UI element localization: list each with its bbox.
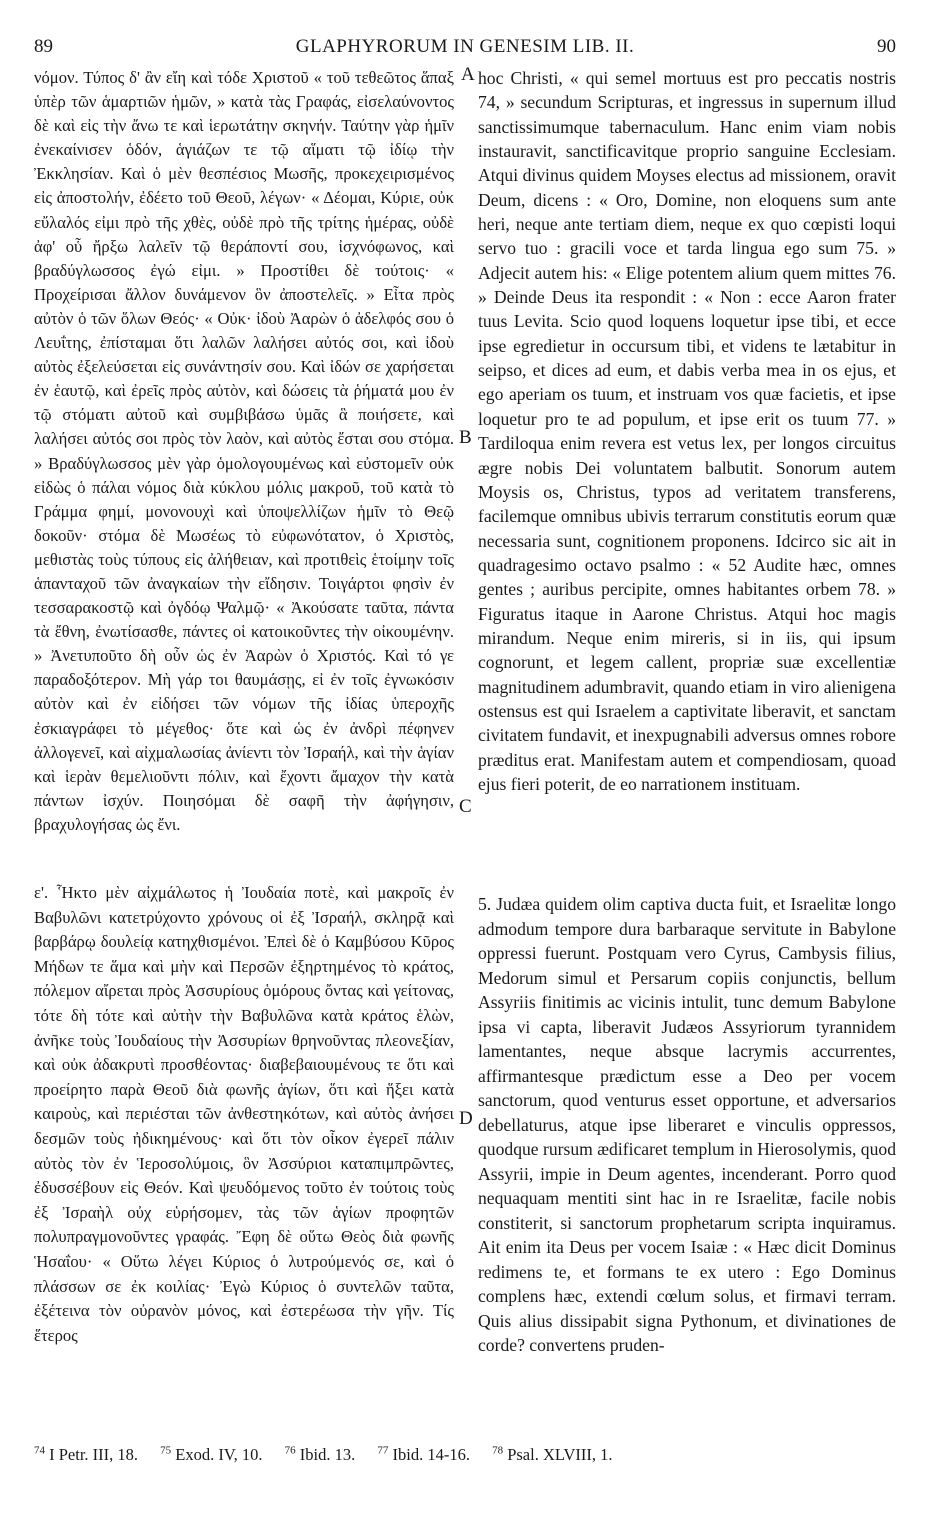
footnote-number: 75	[160, 1444, 172, 1456]
footnote-text: Ibid. 14-16.	[392, 1444, 470, 1464]
margin-marker-a: A	[461, 64, 475, 85]
page-header	[34, 36, 896, 66]
footnote	[377, 1445, 470, 1464]
footnote	[492, 1445, 612, 1464]
footnote-number: 78	[492, 1444, 504, 1456]
running-title: GLAPHYRORUM IN GENESIM LIB. II.	[295, 36, 635, 57]
latin-paragraph-2: 5. Judæa quidem olim captiva ducta fuit, et Israelitæ longo admodum tempore dura barbaraque servitute in Babylone oppressi fuerunt. Postquam vero Cyrus, Cambysis filius, Medorum simul et Persarum copiis conjunctis, bellum Assyriis finitimis ac vicinis intulit, tunc demum Babylone ipsa vi capta, liberavit Judæos Assyriorum tyrannidem lamentantes, neque absque lacrymis accurrentes, affirmantesque prædictum esse a Deo per vocem sanctorum, quod venturus esset opportune, et adversarios debellaturus, atque ipse liberaret e vinculis oppressos, quodque rursum ædificaret templum in Hierosolymis, quod Assyrii, impie in Deum agentes, incenderant. Porro quod nequaquam mentiti sint hac in re Israelitæ, facile nobis constiterit, si sanctorum prophetarum scripta inquiramus. Ait enim ita Deus per vocem Isaiæ : « Hæc dicit Dominus redimens te, et formans te ex utero : Ego Dominus complens hæc, extendi cœlum solus, et firmavi terram. Quis alius dissipabit signa Pythonum, et divinationes de corde? convertens pruden-	[478, 894, 896, 1355]
margin-marker-d: D	[459, 1108, 473, 1129]
footnote	[285, 1445, 356, 1464]
footnote-text: Exod. IV, 10.	[175, 1444, 263, 1464]
page-number-right: 90	[877, 36, 896, 57]
greek-column	[34, 66, 454, 1406]
footnote-text: I Petr. III, 18.	[49, 1444, 139, 1464]
margin-marker-b: B	[459, 427, 472, 448]
page-number-left: 89	[34, 36, 53, 57]
footnote	[34, 1445, 138, 1464]
footnotes	[34, 1444, 896, 1470]
footnote	[160, 1445, 262, 1464]
latin-paragraph-1: hoc Christi, « qui semel mortuus est pro peccatis nostris 74, » secundum Scripturas, et ingressus in supernum illud sanctissimumque tabernaculum. Hanc enim viam nobis instauravit, sanctificavitque proprio sanguine Ecclesiam. Atqui divinus quidem Moyses electus ad missionem, oravit Deum, dicens : « Oro, Domine, non eloquens sum ante heri, neque ante tertiam diem, neque ex quo cœpisti loqui servo tuo : gracili voce et tarda lingua ego sum 75. » Adjecit autem his: « Elige potentem alium quem mittes 76. » Deinde Deus ita respondit : « Non : ecce Aaron frater tuus Levita. Scio quod loquens loquetur ipse tibi, et ecce ipse egredietur in occursum tibi, et videns te lætabitur in seipso, et dices ad eum, et dabis verba mea in os ejus, et ego aperiam os tuum, et instruam vos quæ facietis, et ipse loquetur pro te ad populum, et ipse erit os tuum 77. » Tardiloqua enim revera est vetus lex, per longos circuitus ægre nobis Dei voluntatem balbutit. Sonorum autem Moysis os, Christus, typos ad veritatem transferens, facilemque omnibus ubivis terrarum constitutis eorum quæ necessaria sunt, cognitionem proponens. Idcirco sic ait in quadragesimo octavo psalmo : « 52 Audite hæc, omnes gentes ; auribus percipite, omnes habitantes orbem 78. » Figuratus itaque in Aarone Christus. Atqui hoc magis mirandum. Neque enim mireris, si in iis, qui ipsum cognorunt, et legem callent, propriæ suæ excellentiæ magnitudinem adumbravit, quando etiam in viro alienigena ostensus est qui Israelem a captivitate liberavit, et sanctam civitatem fundavit, et inexpugnabili adversus omnes robore præditus erat. Manifestam autem et compendiosam, quoad ejus fieri poterit, de eo narrationem instituam.	[478, 68, 896, 794]
footnote-number: 74	[34, 1444, 45, 1456]
footnote-text: Psal. XLVIII, 1.	[507, 1444, 613, 1464]
latin-column	[478, 66, 896, 1406]
footnote-number: 77	[377, 1444, 389, 1456]
margin-marker-c: C	[459, 796, 472, 817]
footnote-text: Ibid. 13.	[299, 1444, 356, 1464]
footnote-number: 76	[284, 1444, 296, 1456]
greek-paragraph-1: νόμον. Τύπος δ' ἂν εἴη καὶ τόδε Χριστοῦ « τοῦ τεθεῶτος ἅπαξ ὑπὲρ τῶν ἁμαρτιῶν ἡμῶν, » κατὰ τὰς Γραφάς, εἰσελαύνοντος δὲ καὶ εἰς τὴν ἄνω τε καὶ ἱερωτάτην σκηνήν. Ταύτην γὰρ ἡμῖν ἐνεκαίνισεν ὁδόν, ἁγιάζων τε τῷ αἵματι τῷ ἰδίῳ τὴν Ἐκκλησίαν. Καὶ ὁ μὲν θεσπέσιος Μωσῆς, προκεχειρισμένος εἰς ἀποστολήν, ἐδέετο τοῦ Θεοῦ, λέγων· « Δέομαι, Κύριε, οὐκ εὔλαλός εἰμι πρὸ τῆς χθὲς, οὐδὲ πρὸ τῆς τρίτης ἡμέρας, οὐδὲ ἀφ' οὗ ἤρξω λαλεῖν τῷ θεράποντί σου, ἰσχνόφωνος, καὶ βραδύγλωσσος ἐγώ εἰμι. » Προστίθει δὲ τούτοις· « Προχείρισαι ἄλλον δυνάμενον ὃν ἀποστελεῖς. » Εἶτα πρὸς αὐτὸν ὁ τῶν ὅλων Θεός· « Οὐκ· ἰδοὺ Ἀαρὼν ὁ ἀδελφός σου ὁ Λευΐτης, ἐπίσταμαι ὅτι λαλῶν λαλήσει αὐτός σοι, καὶ ἰδοὺ αὐτὸς ἐξελεύσεται εἰς συνάντησίν σου. Καὶ ἰδών σε χαρήσεται ἐν ἑαυτῷ, καὶ ἐρεῖς πρὸς αὐτὸν, καὶ δώσεις τὰ ῥήματά μου ἐν τῷ στόματι αὐτοῦ καὶ συμβιβάσω ὑμᾶς ἃ ποιήσετε, καὶ λαλήσει αὐτός σοι πρὸς τὸν λαὸν, καὶ αὐτὸς ἔσται σου στόμα. » Βραδύγλωσσος μὲν γὰρ ὁμολογουμένως καὶ εὐστομεῖν οὐκ εἰδὼς ὁ πάλαι νόμος διὰ κύκλου μόλις μακροῦ, τοῦ κατὰ τὸ Γράμμα φημί, μονονουχὶ καὶ ὑποψελλίζων ἡμῖν τὸ Θεῷ δοκοῦν· στόμα δὲ Μωσέως τὸ εὐφωνότατον, ὁ Χριστὸς, μεθιστὰς τοὺς τύπους εἰς ἀλήθειαν, καὶ προτιθεὶς ἑτοίμην τοῖς ἁπανταχοῦ τῶν ἀναγκαίων τὴν εἴδησιν. Τοιγάρτοι φησὶν ἐν τεσσαρακοστῷ καὶ ὀγδόῳ Ψαλμῷ· « Ἀκούσατε ταῦτα, πάντα τὰ ἔθνη, ἐνωτίσασθε, πάντες οἱ κατοικοῦντες τὴν οἰκουμένην. » Ἀνετυποῦτο δὴ οὖν ὡς ἐν Ἀαρὼν ὁ Χριστός. Καὶ τό γε παραδοξότερον. Μὴ γάρ τοι θαυμάσῃς, εἰ ἐν τοῖς ἐγνωκόσιν αὐτὸν καὶ ἐν εἰδήσει τῶν νόμων τῆς ἰδίας ὑπεροχῆς ἐσκιαγράφει τὸ μέγεθος· ὅτε καὶ ὡς ἐν ἀνδρὶ πέφηνεν ἀλλογενεῖ, καὶ αἰχμαλωσίας ἀνίεντι τὸν Ἰσραήλ, καὶ τὴν ἁγίαν καὶ ἱερὰν θεμελιοῦντι πόλιν, καὶ ἔχοντι ἄμαχον τὴν κατὰ πάντων ἰσχύν. Ποιησόμαι δὲ σαφῆ τὴν ἀφήγησιν, βραχυλογήσας ὡς ἔνι.	[34, 68, 454, 834]
greek-paragraph-2: ε'. Ἧκτο μὲν αἰχμάλωτος ἡ Ἰουδαία ποτὲ, καὶ μακροῖς ἐν Βαβυλῶνι κατετρύχοντο χρόνους οἱ ἐξ Ἰσραήλ, σκληρᾷ καὶ βαρβάρῳ δουλείᾳ κατηχθισμένοι. Ἐπεὶ δὲ ὁ Καμβύσου Κῦρος Μήδων τε ἅμα καὶ μὴν καὶ Περσῶν ἐξηρτημένος τὸ κράτος, πόλεμον αἴρεται πρὸς Ἀσσυρίους ὁμόρους ὄντας καὶ γείτονας, τότε δὴ τότε καὶ αὐτὴν τὴν Βαβυλῶνα κατὰ κράτος ἑλὼν, ἀνῆκε τοὺς Ἰουδαίους τὴν Ἀσσυρίων θρηνοῦντας πλεονεξίαν, καὶ οὐκ ἀδακρυτὶ προσθέοντας· διαβεβαιουμένους τε ὅτι καὶ προείρητο παρὰ Θεοῦ διὰ φωνῆς ἁγίων, ὅτι καὶ ἥξει κατὰ καιροὺς, καὶ περιέσται τῶν ἀνθεστηκότων, καὶ αὐτὸς ἀνήσει δεσμῶν τοὺς ἠδικημένους· καὶ ὅτι τὸν οἶκον ἐγερεῖ πάλιν αὐτὸς τὸν ἐν Ἱεροσολύμοις, ὃν Ἀσσύριοι καταπιμπρῶντες, ἐδυσσέβουν εἰς Θεόν. Καὶ ψευδόμενος τοῦτο ἐν τούτοις τοὺς ἐξ Ἰσραὴλ οὐχ εὑρήσομεν, τὰς τῶν ἁγίων προφητῶν πολυπραγμονοῦντες γραφάς. Ἔφη δὲ οὕτω Θεὸς διὰ φωνῆς Ἡσαΐου· « Οὕτω λέγει Κύριος ὁ λυτρούμενός σε, καὶ ὁ πλάσσων σε ἐκ κοιλίας· Ἐγὼ Κύριος ὁ συντελῶν ταῦτα, ἐξέτεινα τὸν οὐρανὸν μόνος, καὶ ἐστερέωσα τὴν γῆν. Τίς ἕτερος	[34, 883, 454, 1345]
